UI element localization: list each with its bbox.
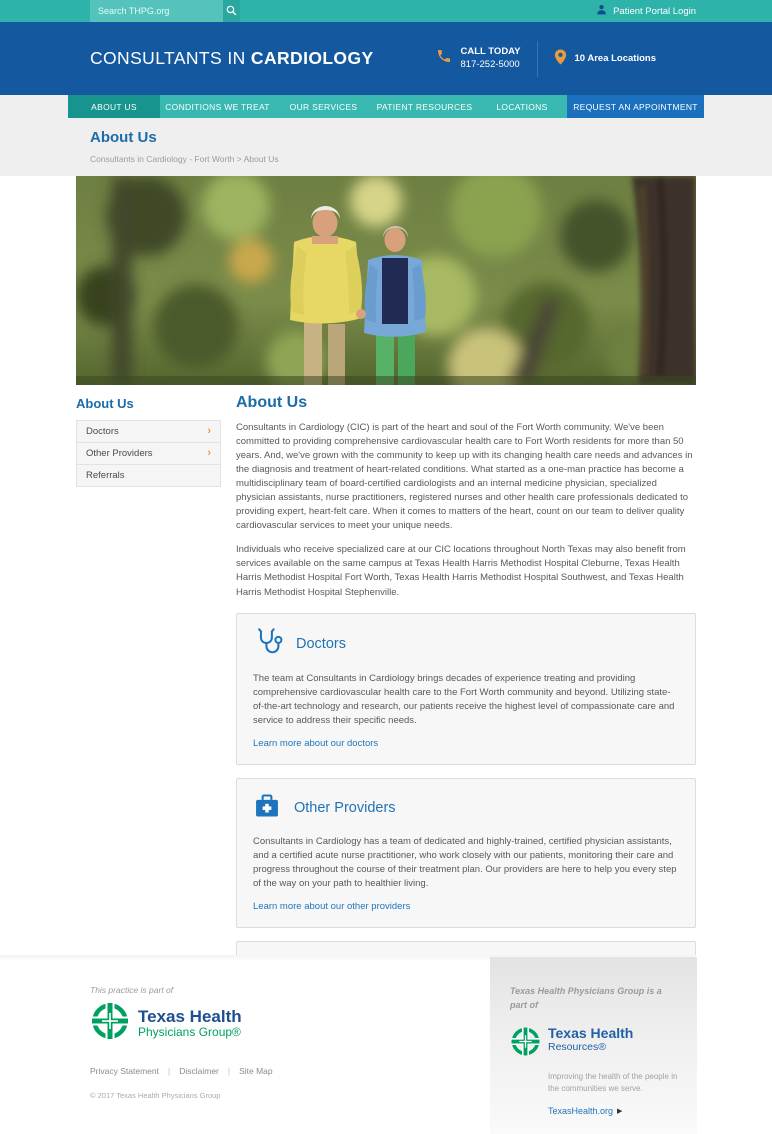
footer-links: Privacy Statement | Disclaimer | Site Map [90, 1066, 273, 1076]
search-icon [226, 4, 237, 19]
nav-item-about-us[interactable]: ABOUT US [68, 95, 160, 118]
doctors-card-link[interactable]: Learn more about our doctors [253, 737, 379, 749]
medical-bag-icon [253, 792, 281, 825]
hero-image [76, 176, 696, 385]
texas-health-knot-icon [510, 1026, 541, 1062]
nav-item-our-services[interactable]: OUR SERVICES [289, 101, 358, 112]
main-title: About Us [236, 394, 308, 411]
sidebar-item-referrals[interactable]: Referrals [86, 470, 125, 481]
other-providers-card [236, 778, 696, 928]
page-title: About Us [90, 129, 157, 146]
header-divider [537, 41, 538, 77]
map-pin-icon [554, 49, 567, 68]
user-icon [596, 4, 607, 18]
doctors-card-title: Doctors [296, 636, 346, 653]
nav-item-conditions-we-treat[interactable]: CONDITIONS WE TREAT [165, 101, 270, 112]
search-button[interactable] [223, 0, 240, 22]
stethoscope-icon [253, 627, 283, 662]
brand-name-bold: CARDIOLOGY [250, 48, 374, 68]
referrals-card [236, 941, 696, 955]
intro-paragraph-1: Consultants in Cardiology (CIC) is part of the heart and soul of the Fort Worth community. We've been committed to providing comprehensive cardiovascular health care to Fort Worth residents for more than 50 years. And, we've grown with the community to keep up with its changing health care needs and advances in the diagnosis and treatment of heart-related conditions. What started as a one-man practice has become a multidisciplinary team of board-certified cardiologists and an internal medicine physician, specialized physician assistants, nurse practitioners, registered nurses and other health care professionals dedicated to providing expert, heart-felt care. When it comes to matters of the heart, count on our team to deliver quality cardiovascular services to meet your unique needs. [236, 422, 693, 532]
sidebar-item-doctors[interactable]: Doctors › [77, 421, 220, 443]
content-section [0, 385, 772, 955]
thr-blurb: Improving the health of the people in the communities we serve. [548, 1072, 678, 1093]
site-search [90, 0, 240, 22]
footer-left [76, 955, 476, 1100]
site-logo[interactable] [90, 48, 374, 69]
footer-tagline: This practice is part of [90, 985, 174, 995]
thr-logo-line1: Texas Health [548, 1025, 634, 1041]
phone-number: 817-252-5000 [460, 58, 520, 70]
thpg-logo-line2: Physicians Group® [138, 1024, 241, 1039]
chevron-right-icon: › [207, 447, 211, 459]
other-providers-card-title: Other Providers [294, 800, 396, 817]
area-locations-block[interactable] [554, 49, 656, 68]
nav-item-patient-resources[interactable]: PATIENT RESOURCES [376, 101, 473, 112]
nav-item-locations[interactable]: LOCATIONS [496, 101, 548, 112]
doctors-card-body: The team at Consultants in Cardiology brings decades of experience treating and providing comprehensive cardiovascular health care to the Fort Worth community and beyond. Utilizing state-of-the-art technology and research, our patients receive the highest level of compassionate care and service to address their specific needs. [253, 672, 675, 727]
search-input[interactable] [90, 0, 223, 22]
intro-paragraph-2: Individuals who receive specialized care at our CIC locations throughout North Texas may also benefit from services available on the same campus at Texas Health Harris Methodist Hospital Cleburne, Texas Health Harris Methodist Hospital Fort Worth, Texas Health Harris Methodist Hospital Southwest, and Texas Health Harris Methodist Hospital Stephenville. [236, 544, 686, 598]
doctors-card [236, 613, 696, 765]
site-map-link[interactable]: Site Map [239, 1066, 273, 1076]
site-header [0, 22, 772, 95]
sidebar-menu [76, 420, 221, 487]
footer-right-panel [490, 957, 697, 1134]
area-locations-label: 10 Area Locations [574, 53, 656, 64]
sidebar-title: About Us [76, 396, 134, 411]
call-today-label: CALL TODAY [460, 46, 521, 58]
thpg-logo-line1: Texas Health [138, 1006, 242, 1026]
texas-health-knot-icon [90, 1001, 130, 1046]
texashealth-org-link[interactable]: TexasHealth.org ▶ [548, 1106, 623, 1116]
main-navigation [68, 95, 704, 118]
thpg-logo[interactable] [90, 1001, 476, 1046]
sidebar-item-other-providers[interactable]: Other Providers › [77, 443, 220, 465]
breadcrumb[interactable]: Consultants in Cardiology - Fort Worth > About Us [90, 154, 279, 164]
other-providers-card-link[interactable]: Learn more about our other providers [253, 900, 411, 912]
chevron-right-icon: › [207, 425, 211, 437]
copyright-text: © 2017 Texas Health Physicians Group [90, 1091, 221, 1100]
subheader-band [0, 95, 772, 176]
thr-logo-line2: Resources® [548, 1040, 606, 1053]
request-appointment-button[interactable]: REQUEST AN APPOINTMENT [567, 95, 704, 118]
thr-logo[interactable] [510, 1026, 679, 1062]
brand-name-light: CONSULTANTS IN [90, 48, 251, 68]
privacy-statement-link[interactable]: Privacy Statement [90, 1066, 159, 1076]
top-utility-bar [0, 0, 772, 22]
thr-tagline: Texas Health Physicians Group is a part of [510, 986, 662, 1010]
arrow-right-icon: ▶ [617, 1108, 623, 1115]
disclaimer-link[interactable]: Disclaimer [179, 1066, 219, 1076]
site-footer [0, 955, 772, 1134]
other-providers-card-body: Consultants in Cardiology has a team of dedicated and highly-trained, certified physician assistants, and a certified acute nurse practitioner, who work closely with our patients, monitoring their care and progress throughout the course of their treatment plan. Our providers are here to help you every step of the way on your path to healthier living. [253, 835, 677, 890]
patient-portal-login[interactable] [596, 4, 696, 18]
portal-login-label: Patient Portal Login [613, 5, 696, 17]
phone-icon [436, 48, 452, 69]
sidebar [76, 392, 221, 955]
call-today-block[interactable] [436, 46, 521, 71]
main-content [236, 392, 696, 955]
